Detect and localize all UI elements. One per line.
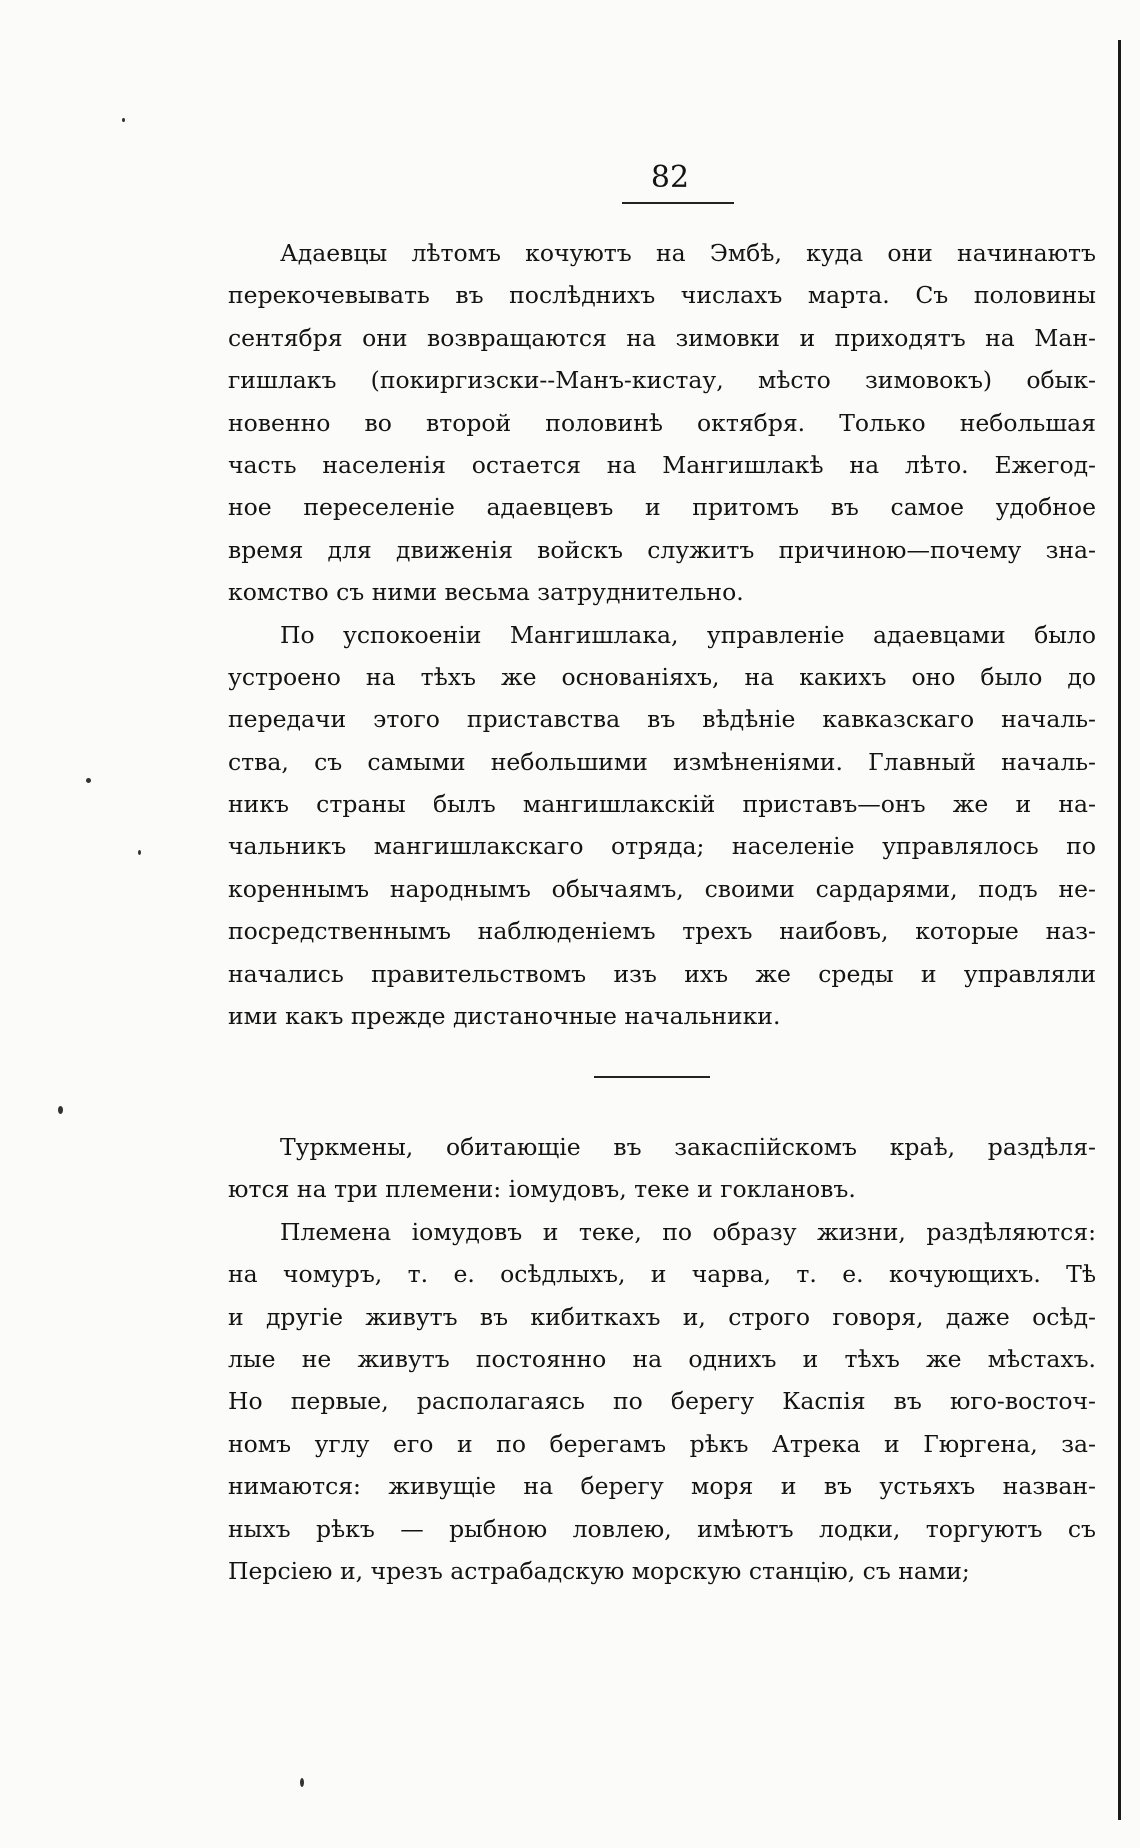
text-line: перекочевывать въ послѣднихъ числахъ марта. Съ половины (228, 281, 1096, 310)
text-line: Персіею и, чрезъ астрабадскую морскую станцію, съ нами; (228, 1556, 970, 1585)
text-line: чальникъ мангишлакскаго отряда; населеніе управлялось по (228, 832, 1096, 861)
section-divider (594, 1076, 710, 1078)
text-line: ются на три племени: іомудовъ, теке и гоклановъ. (228, 1175, 856, 1204)
text-block-turkmeny (228, 1126, 1096, 1592)
page-number-rule (622, 202, 734, 204)
text-line: кореннымъ народнымъ обычаямъ, своими сардарями, подъ не- (228, 874, 1096, 903)
paragraph (228, 614, 1096, 1038)
text-line: ныхъ рѣкъ — рыбною ловлею, имѣютъ лодки, торгуютъ съ (228, 1514, 1096, 1543)
scan-speck (138, 850, 141, 855)
text-line: ими какъ прежде дистаночные начальники. (228, 1002, 781, 1031)
paragraph (228, 1211, 1096, 1593)
text-line: время для движенія войскъ служитъ причиною—почему зна- (228, 535, 1096, 564)
scan-speck (122, 118, 125, 122)
text-line: часть населенія остается на Мангишлакѣ на лѣто. Ежегод- (228, 450, 1096, 479)
text-line: лые не живутъ постоянно на однихъ и тѣхъ же мѣстахъ. (228, 1344, 1096, 1373)
text-line: и другіе живутъ въ кибиткахъ и, строго говоря, даже осѣд- (228, 1302, 1096, 1331)
page-number: 82 (650, 160, 690, 195)
paragraph (228, 1126, 1096, 1211)
scan-speck (86, 778, 91, 783)
text-line: начались правительствомъ изъ ихъ же среды и управляли (228, 959, 1096, 988)
text-line: Туркмены, обитающіе въ закаспійскомъ краѣ, раздѣля- (280, 1133, 1096, 1161)
text-line: ное переселеніе адаевцевъ и притомъ въ самое удобное (228, 493, 1096, 522)
text-line: По успокоеніи Мангишлака, управленіе адаевцами было (280, 620, 1096, 649)
text-line: устроено на тѣхъ же основаніяхъ, на какихъ оно было до (228, 662, 1096, 691)
text-line: никъ страны былъ мангишлакскій приставъ—онъ же и на- (228, 790, 1096, 819)
paragraph (228, 232, 1096, 614)
text-line: комство съ ними весьма затруднительно. (228, 578, 744, 607)
page-edge-line (1118, 40, 1121, 1820)
text-line: ства, съ самыми небольшими измѣненіями. Главный началь- (228, 747, 1096, 776)
text-line: Племена іомудовъ и теке, по образу жизни, раздѣляются: (280, 1217, 1096, 1246)
scan-speck (300, 1778, 304, 1787)
text-block-adaevtsy (228, 232, 1096, 1037)
text-line: посредственнымъ наблюденіемъ трехъ наибовъ, которые наз- (228, 917, 1096, 946)
text-line: Но первые, располагаясь по берегу Каспія въ юго-восточ- (228, 1387, 1096, 1416)
text-line: сентября они возвращаются на зимовки и приходятъ на Ман- (228, 323, 1096, 352)
text-line: нимаются: живущіе на берегу моря и въ устьяхъ назван- (228, 1472, 1096, 1501)
text-line: новенно во второй половинѣ октября. Только небольшая (228, 408, 1096, 437)
scan-speck (58, 1106, 63, 1114)
text-line: гишлакъ (покиргизски--Манъ-кистау, мѣсто зимовокъ) обык- (228, 366, 1096, 395)
text-line: на чомуръ, т. е. осѣдлыхъ, и чарва, т. е. кочующихъ. Тѣ (228, 1260, 1096, 1289)
text-line: Адаевцы лѣтомъ кочуютъ на Эмбѣ, куда они начинаютъ (280, 239, 1096, 267)
text-line: передачи этого приставства въ вѣдѣніе кавказскаго началь- (228, 705, 1096, 734)
text-line: номъ углу его и по берегамъ рѣкъ Атрека и Гюргена, за- (228, 1429, 1096, 1458)
